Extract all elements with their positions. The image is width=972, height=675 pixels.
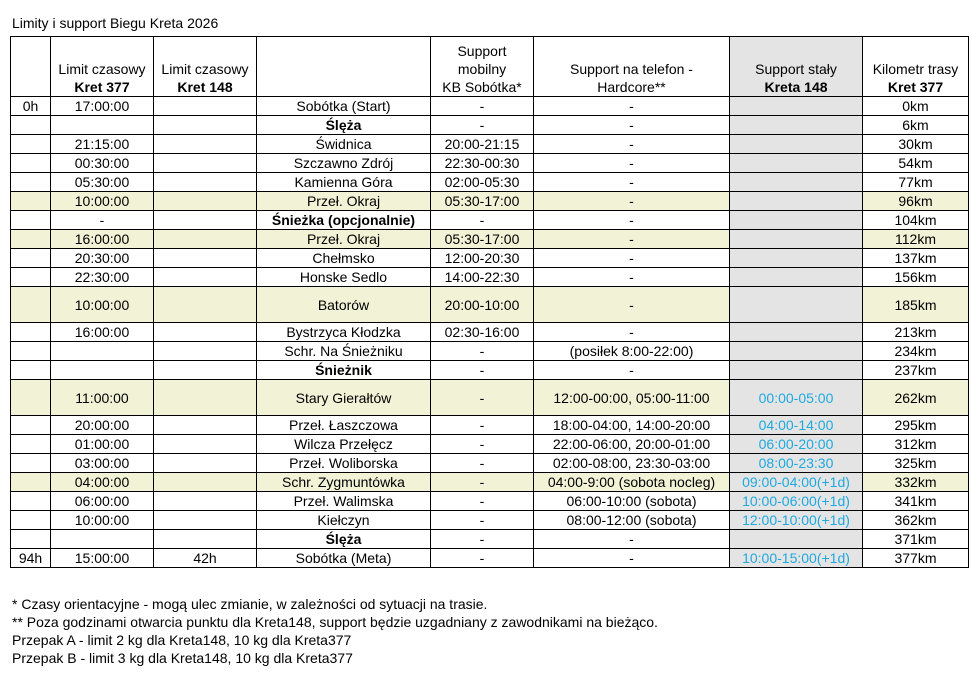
cell-km: 371km [863, 530, 969, 549]
cell-limit-377 [51, 530, 154, 549]
cell-place: Przeł. Walimska [257, 492, 431, 511]
cell-hours [11, 530, 51, 549]
cell-km: 325km [863, 454, 969, 473]
cell-support-phone: 02:00-08:00, 23:30-03:00 [534, 454, 730, 473]
cell-support-phone: 18:00-04:00, 14:00-20:00 [534, 416, 730, 435]
table-row [11, 492, 969, 511]
header-text: Kilometr trasy [872, 61, 959, 77]
place-label: Śnieżka (opcjonalnie) [271, 212, 416, 228]
table-row [11, 287, 969, 323]
cell-limit-148 [154, 511, 257, 530]
table-row [11, 211, 969, 230]
fixed-support-time: 08:00-23:30 [758, 455, 834, 471]
cell-limit-377 [51, 361, 154, 380]
cell-limit-377: 16:00:00 [51, 230, 154, 249]
fixed-support-time: 04:00-14:00 [758, 417, 834, 433]
cell-place: Przeł. Okraj [257, 192, 431, 211]
header-text: Kret 148 [177, 79, 233, 95]
table-row [11, 154, 969, 173]
cell-limit-148 [154, 211, 257, 230]
header-hours [11, 37, 51, 97]
cell-limit-148 [154, 323, 257, 342]
cell-hours [11, 230, 51, 249]
cell-place: Batorów [257, 287, 431, 323]
cell-support-mobile: - [431, 435, 534, 454]
cell-limit-148 [154, 416, 257, 435]
cell-limit-377 [51, 342, 154, 361]
cell-km: 332km [863, 473, 969, 492]
cell-hours [11, 361, 51, 380]
cell-km: 54km [863, 154, 969, 173]
cell-support-fixed [730, 492, 863, 511]
cell-support-mobile: - [431, 530, 534, 549]
cell-place: Kiełczyn [257, 511, 431, 530]
cell-support-fixed [730, 435, 863, 454]
cell-support-fixed [730, 173, 863, 192]
cell-hours [11, 154, 51, 173]
fixed-support-time: 09:00-04:00(+1d) [742, 474, 850, 490]
cell-km: 341km [863, 492, 969, 511]
table-row [11, 454, 969, 473]
cell-support-phone: - [534, 530, 730, 549]
table-row [11, 135, 969, 154]
cell-limit-148 [154, 492, 257, 511]
cell-limit-377: 10:00:00 [51, 192, 154, 211]
cell-limit-148 [154, 473, 257, 492]
cell-limit-148 [154, 530, 257, 549]
cell-km: 377km [863, 549, 969, 568]
cell-hours [11, 435, 51, 454]
cell-support-phone: - [534, 173, 730, 192]
cell-limit-377: 15:00:00 [51, 549, 154, 568]
cell-km: 6km [863, 116, 969, 135]
fixed-support-time: 10:00-15:00(+1d) [742, 550, 850, 566]
cell-support-phone: (posiłek 8:00-22:00) [534, 342, 730, 361]
cell-support-mobile: - [431, 492, 534, 511]
table-body [11, 97, 969, 568]
cell-support-fixed [730, 211, 863, 230]
cell-hours [11, 192, 51, 211]
table-row [11, 230, 969, 249]
cell-place: Przeł. Łaszczowa [257, 416, 431, 435]
cell-km: 156km [863, 268, 969, 287]
fixed-support-time: 00:00-05:00 [758, 389, 834, 406]
cell-km: 137km [863, 249, 969, 268]
cell-support-phone: - [534, 135, 730, 154]
cell-limit-148 [154, 97, 257, 116]
cell-limit-148 [154, 454, 257, 473]
cell-support-mobile: 22:30-00:30 [431, 154, 534, 173]
header-text: Limit czasowy [161, 61, 249, 77]
cell-limit-148 [154, 342, 257, 361]
cell-hours [11, 173, 51, 192]
header-text: Support [457, 43, 507, 59]
cell-limit-377: 05:30:00 [51, 173, 154, 192]
header-text: KB Sobótka* [442, 79, 522, 95]
cell-support-mobile: - [431, 342, 534, 361]
cell-place: Kamienna Góra [257, 173, 431, 192]
cell-limit-148 [154, 135, 257, 154]
cell-support-fixed [730, 192, 863, 211]
cell-limit-148 [154, 173, 257, 192]
cell-support-mobile: - [431, 211, 534, 230]
cell-support-fixed [730, 230, 863, 249]
header-limit-148 [154, 37, 257, 97]
cell-hours: 94h [11, 549, 51, 568]
footnote: ** Poza godzinami otwarcia punktu dla Kreta148, support będzie uzgadniany z zawodnikami na bieżąco. [12, 614, 658, 630]
cell-hours [11, 135, 51, 154]
cell-limit-148 [154, 230, 257, 249]
cell-support-fixed [730, 416, 863, 435]
cell-support-mobile: - [431, 361, 534, 380]
cell-limit-377: 20:00:00 [51, 416, 154, 435]
table-row [11, 97, 969, 116]
cell-limit-377: 06:00:00 [51, 492, 154, 511]
header-text: Kreta 148 [764, 79, 828, 95]
cell-limit-377 [51, 116, 154, 135]
cell-limit-148 [154, 287, 257, 323]
place-label: Ślęża [325, 117, 362, 133]
cell-support-phone: 12:00-00:00, 05:00-11:00 [534, 380, 730, 416]
table-row [11, 511, 969, 530]
header-text: Kret 377 [74, 79, 130, 95]
cell-limit-377: 21:15:00 [51, 135, 154, 154]
cell-support-phone: - [534, 230, 730, 249]
header-support-mobile [431, 37, 534, 97]
header-km [863, 37, 969, 97]
cell-place: Chełmsko [257, 249, 431, 268]
cell-limit-148 [154, 380, 257, 416]
cell-support-fixed [730, 454, 863, 473]
cell-support-phone: - [534, 192, 730, 211]
table-row [11, 380, 969, 416]
table-row [11, 249, 969, 268]
cell-hours [11, 211, 51, 230]
cell-support-phone: - [534, 97, 730, 116]
header-text: mobilny [457, 61, 507, 77]
cell-support-fixed [730, 116, 863, 135]
cell-support-phone: - [534, 549, 730, 568]
cell-limit-377: 22:30:00 [51, 268, 154, 287]
cell-support-fixed [730, 287, 863, 323]
cell-limit-377: 11:00:00 [51, 380, 154, 416]
cell-hours [11, 268, 51, 287]
cell-support-fixed [730, 268, 863, 287]
cell-place: Sobótka (Meta) [257, 549, 431, 568]
header-text: Limit czasowy [58, 61, 146, 77]
cell-limit-148 [154, 192, 257, 211]
cell-support-mobile: - [431, 511, 534, 530]
table-row [11, 173, 969, 192]
cell-place: Przeł. Okraj [257, 230, 431, 249]
table-row [11, 530, 969, 549]
table-row [11, 416, 969, 435]
cell-km: 213km [863, 323, 969, 342]
cell-support-phone: 08:00-12:00 (sobota) [534, 511, 730, 530]
cell-km: 112km [863, 230, 969, 249]
cell-hours [11, 511, 51, 530]
cell-km: 104km [863, 211, 969, 230]
fixed-support-time: 12:00-10:00(+1d) [742, 512, 850, 528]
table-row [11, 473, 969, 492]
cell-support-mobile: 14:00-22:30 [431, 268, 534, 287]
cell-hours [11, 323, 51, 342]
cell-limit-377: 01:00:00 [51, 435, 154, 454]
cell-hours [11, 473, 51, 492]
cell-place [257, 211, 431, 230]
cell-limit-148 [154, 154, 257, 173]
cell-support-phone: - [534, 268, 730, 287]
cell-support-phone: - [534, 211, 730, 230]
cell-km: 77km [863, 173, 969, 192]
header-place [257, 37, 431, 97]
limits-table [10, 36, 969, 568]
cell-support-mobile: 20:00-21:15 [431, 135, 534, 154]
footnote: Przepak B - limit 3 kg dla Kreta148, 10 kg dla Kreta377 [12, 650, 353, 666]
cell-support-fixed [730, 549, 863, 568]
cell-support-phone: - [534, 361, 730, 380]
table-row [11, 435, 969, 454]
fixed-support-time: 10:00-06:00(+1d) [742, 493, 850, 509]
cell-limit-148: 42h [154, 549, 257, 568]
cell-support-fixed [730, 249, 863, 268]
cell-support-fixed [730, 380, 863, 416]
cell-limit-377: 17:00:00 [51, 97, 154, 116]
cell-place: Wilcza Przełęcz [257, 435, 431, 454]
cell-support-mobile: 02:30-16:00 [431, 323, 534, 342]
footnote: Przepak A - limit 2 kg dla Kreta148, 10 kg dla Kreta377 [12, 632, 352, 648]
cell-support-mobile: - [431, 116, 534, 135]
place-label: Ślęża [325, 531, 362, 547]
cell-support-phone: 04:00-9:00 (sobota nocleg) [534, 473, 730, 492]
cell-limit-377: 00:30:00 [51, 154, 154, 173]
cell-place: Sobótka (Start) [257, 97, 431, 116]
cell-support-mobile: 12:00-20:30 [431, 249, 534, 268]
cell-hours [11, 454, 51, 473]
cell-support-mobile: 02:00-05:30 [431, 173, 534, 192]
cell-support-fixed [730, 323, 863, 342]
cell-limit-377: 20:30:00 [51, 249, 154, 268]
cell-support-fixed [730, 473, 863, 492]
header-text: Hardcore** [597, 79, 666, 95]
cell-support-mobile: - [431, 549, 534, 568]
cell-km: 30km [863, 135, 969, 154]
cell-km: 0km [863, 97, 969, 116]
cell-support-mobile: - [431, 454, 534, 473]
table-row [11, 323, 969, 342]
cell-km: 185km [863, 287, 969, 323]
header-text: Kret 377 [887, 79, 944, 95]
cell-support-mobile: 05:30-17:00 [431, 230, 534, 249]
cell-place: Schr. Zygmuntówka [257, 473, 431, 492]
header-text: Support na telefon - [570, 61, 693, 77]
cell-support-mobile: - [431, 380, 534, 416]
footnotes [12, 595, 658, 667]
fixed-support-time: 06:00-20:00 [758, 436, 834, 452]
cell-limit-377: 16:00:00 [51, 323, 154, 342]
cell-limit-377: 10:00:00 [51, 511, 154, 530]
header-text: Support stały [755, 61, 837, 77]
cell-place [257, 116, 431, 135]
cell-place [257, 530, 431, 549]
cell-hours [11, 342, 51, 361]
table-row [11, 116, 969, 135]
sheet-title: Limity i support Biegu Kreta 2026 [12, 15, 219, 31]
cell-support-phone: - [534, 116, 730, 135]
cell-hours [11, 416, 51, 435]
cell-limit-377: - [51, 211, 154, 230]
cell-place: Świdnica [257, 135, 431, 154]
cell-support-phone: 22:00-06:00, 20:00-01:00 [534, 435, 730, 454]
cell-place: Przeł. Woliborska [257, 454, 431, 473]
cell-support-mobile: - [431, 97, 534, 116]
cell-hours [11, 116, 51, 135]
cell-km: 262km [863, 380, 969, 416]
cell-support-fixed [730, 530, 863, 549]
place-label: Śnieżnik [315, 362, 372, 378]
cell-km: 237km [863, 361, 969, 380]
cell-hours [11, 380, 51, 416]
table-header-row [11, 37, 969, 97]
table-row [11, 342, 969, 361]
cell-support-fixed [730, 97, 863, 116]
table-row [11, 361, 969, 380]
table-row [11, 192, 969, 211]
cell-support-mobile: - [431, 416, 534, 435]
cell-support-phone: 06:00-10:00 (sobota) [534, 492, 730, 511]
cell-place [257, 361, 431, 380]
cell-place: Honske Sedlo [257, 268, 431, 287]
cell-km: 295km [863, 416, 969, 435]
cell-km: 312km [863, 435, 969, 454]
cell-support-fixed [730, 342, 863, 361]
cell-support-fixed [730, 361, 863, 380]
table-row [11, 549, 969, 568]
cell-limit-148 [154, 435, 257, 454]
header-support-phone [534, 37, 730, 97]
cell-km: 234km [863, 342, 969, 361]
cell-limit-377: 03:00:00 [51, 454, 154, 473]
cell-limit-148 [154, 249, 257, 268]
cell-support-fixed [730, 135, 863, 154]
cell-hours [11, 249, 51, 268]
cell-support-phone: - [534, 154, 730, 173]
cell-limit-377: 04:00:00 [51, 473, 154, 492]
cell-km: 362km [863, 511, 969, 530]
cell-support-fixed [730, 511, 863, 530]
cell-place: Szczawno Zdrój [257, 154, 431, 173]
cell-place: Schr. Na Śnieżniku [257, 342, 431, 361]
cell-support-mobile: - [431, 473, 534, 492]
cell-hours [11, 287, 51, 323]
footnote: * Czasy orientacyjne - mogą ulec zmianie, w zależności od sytuacji na trasie. [12, 596, 488, 612]
cell-support-mobile: 20:00-10:00 [431, 287, 534, 323]
cell-support-phone: - [534, 323, 730, 342]
cell-support-fixed [730, 154, 863, 173]
table-row [11, 268, 969, 287]
cell-place: Stary Gierałtów [257, 380, 431, 416]
cell-support-phone: - [534, 249, 730, 268]
cell-limit-377: 10:00:00 [51, 287, 154, 323]
cell-limit-148 [154, 116, 257, 135]
cell-limit-148 [154, 268, 257, 287]
header-support-fixed [730, 37, 863, 97]
cell-hours: 0h [11, 97, 51, 116]
cell-km: 96km [863, 192, 969, 211]
header-limit-377 [51, 37, 154, 97]
cell-support-mobile: 05:30-17:00 [431, 192, 534, 211]
cell-hours [11, 492, 51, 511]
cell-limit-148 [154, 361, 257, 380]
cell-support-phone: - [534, 287, 730, 323]
cell-place: Bystrzyca Kłodzka [257, 323, 431, 342]
